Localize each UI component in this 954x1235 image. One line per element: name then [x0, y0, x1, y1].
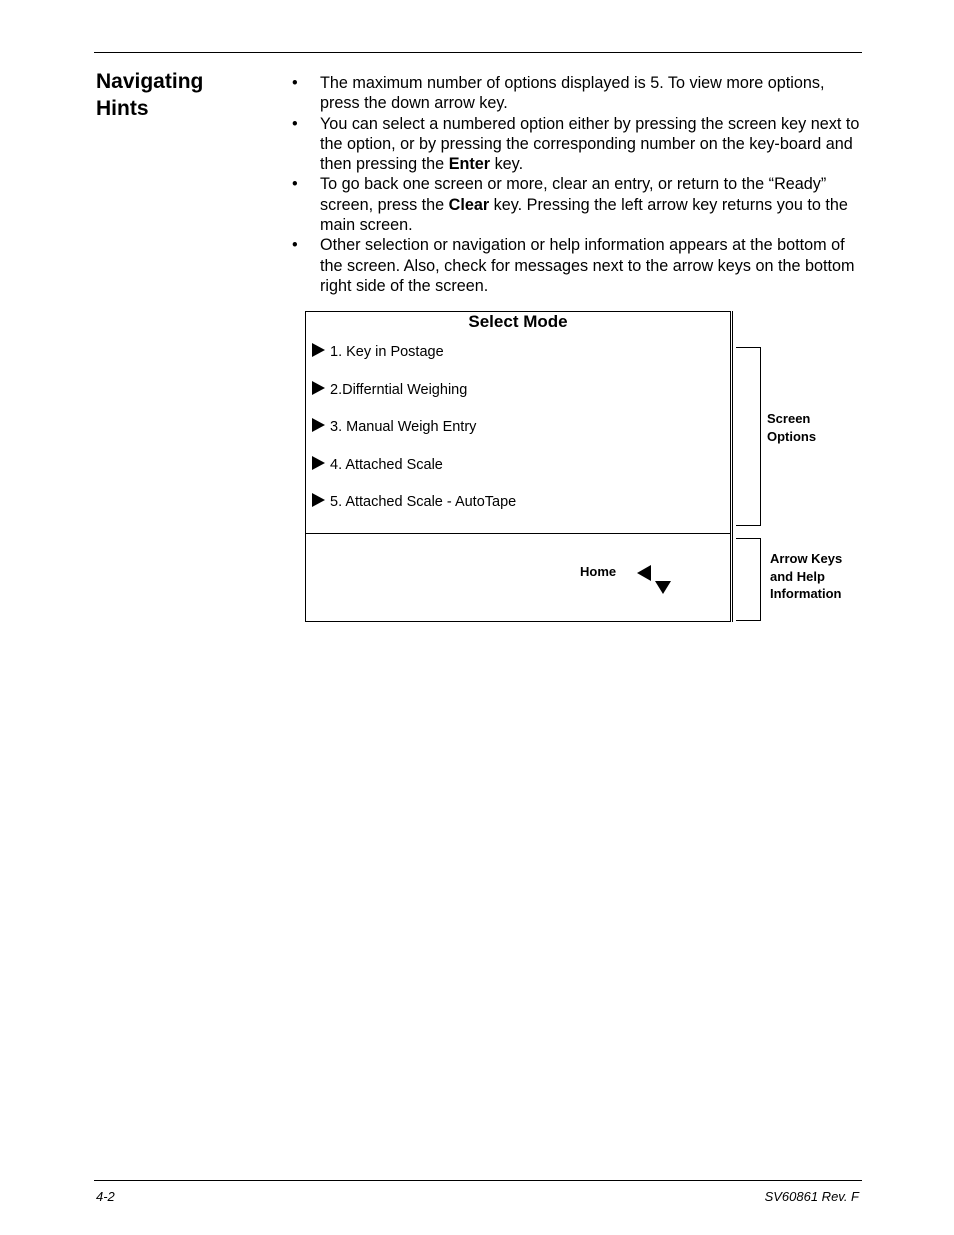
hint-item [292, 73, 862, 114]
right-triangle-icon [312, 418, 325, 432]
hint-text-end: key. Pressing the left arrow key returns you to the main screen. [320, 195, 848, 235]
document-id: SV60861 Rev. F [764, 1189, 859, 1204]
home-label: Home [580, 564, 617, 579]
key-name-clear: Clear [448, 195, 490, 214]
key-name-enter: Enter [448, 155, 491, 174]
bullet: • [292, 175, 298, 194]
screen-options-callout [767, 410, 857, 445]
callout-line: Information [770, 586, 842, 601]
left-arrow-icon [637, 565, 651, 581]
right-triangle-icon [312, 456, 325, 470]
heading-line-2: Hints [96, 97, 149, 120]
callout-line: and Help [770, 568, 825, 584]
down-arrow-icon [655, 581, 671, 594]
screen-option [312, 380, 467, 400]
callout-line: Arrow Keys [770, 551, 843, 566]
screen-option [312, 455, 443, 475]
right-triangle-icon [312, 343, 325, 357]
hint-text: To go back one screen or more, clear an entry, or return to the “Ready” screen, press the [320, 175, 827, 214]
hint-item [292, 114, 862, 175]
hint-text: The maximum number of options displayed is 5. To view more options, press the down arrow key. [320, 74, 825, 113]
page-number: 4-2 [96, 1189, 115, 1204]
section-heading [96, 68, 266, 122]
hint-text: Other selection or navigation or help information appears at the bottom of the screen. Also, check for messages next to the arrow keys on the bottom right side of the screen. [320, 236, 855, 295]
screen-divider [306, 533, 730, 534]
footer-rule [94, 1180, 862, 1181]
callout-line: Options [767, 428, 817, 444]
option-label: 1. Key in Postage [330, 344, 444, 360]
bullet: • [292, 114, 298, 133]
hint-list [292, 73, 862, 296]
option-label: 3. Manual Weigh Entry [330, 419, 477, 435]
screen-options-bracket [736, 347, 761, 526]
arrow-keys-callout [770, 550, 860, 603]
screen-edge-line [732, 311, 733, 622]
heading-line-1: Navigating [96, 70, 204, 93]
header-rule [94, 52, 862, 53]
screen-option [312, 492, 516, 512]
callout-line: Screen [767, 411, 811, 426]
option-label: 2.Differntial Weighing [330, 382, 468, 398]
device-screen-illustration [305, 311, 731, 622]
option-label: 5. Attached Scale - AutoTape [330, 494, 517, 510]
hint-item [292, 174, 862, 235]
hint-text-end: key. [490, 155, 524, 174]
hint-text: You can select a numbered option either by pressing the screen key next to the option, or by pressing the corresponding number on the key-board and then pressing the [320, 114, 860, 174]
right-triangle-icon [312, 381, 325, 395]
screen-option [312, 417, 476, 437]
bullet: • [292, 236, 298, 255]
arrow-keys-bracket [736, 538, 761, 621]
screen-option [312, 342, 444, 362]
option-label: 4. Attached Scale [330, 457, 443, 473]
right-triangle-icon [312, 493, 325, 507]
screen-title: Select Mode [468, 312, 568, 331]
bullet: • [292, 74, 298, 92]
hint-item [292, 235, 862, 296]
